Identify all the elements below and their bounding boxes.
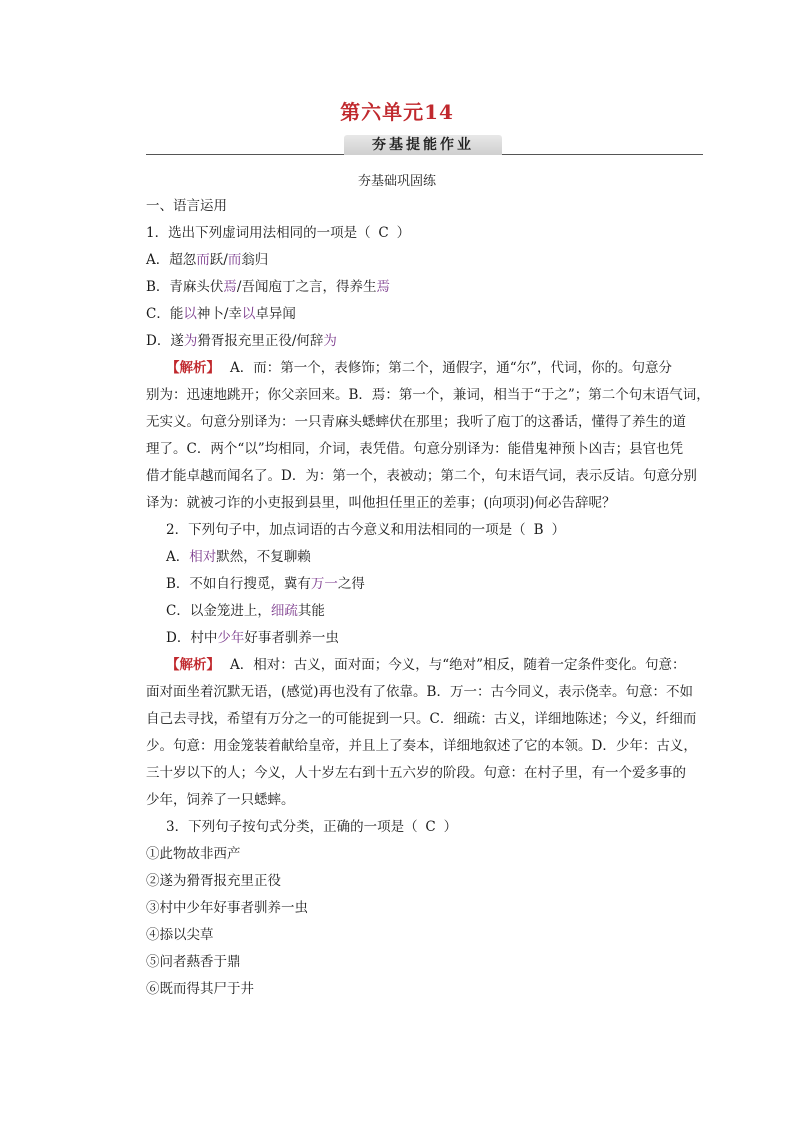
option-text: B．不如自行搜觅，冀有 — [166, 576, 311, 592]
section-heading: 一、语言运用 — [146, 198, 227, 214]
page-title: 第六单元14 — [340, 100, 454, 124]
analysis-line — [146, 355, 706, 382]
option-b — [146, 274, 706, 301]
sentence-item: ①此物故非西产 — [146, 846, 241, 862]
sentence-item: ⑥既而得其尸于井 — [146, 981, 254, 997]
question-text: 1．选出下列虚词用法相同的一项是（ — [146, 225, 371, 241]
option-text: 其能 — [297, 603, 325, 619]
emphasized-word: 万一 — [310, 576, 338, 592]
option-text: D．遂 — [146, 333, 184, 349]
question-text-end: ） — [443, 819, 458, 835]
analysis-line: 少。句意：用金笼装着献给皇帝，并且上了奏本，详细地叙述了它的本领。D．少年：古义， — [146, 738, 697, 754]
option-text: C．能 — [146, 306, 184, 322]
analysis-line: 译为：就被刁诈的小吏报到县里，叫他担任里正的差事；(向项羽)何必告辞呢？ — [146, 495, 616, 511]
emphasized-word: 少年 — [217, 630, 245, 646]
option-text: D．村中 — [166, 630, 218, 646]
analysis-label: 【解析】 — [166, 657, 220, 673]
emphasized-word: 细疏 — [270, 603, 298, 619]
question-text-end: ） — [396, 225, 411, 241]
option-d — [146, 625, 706, 652]
question-2-stem — [146, 517, 706, 544]
question-3-stem — [146, 814, 706, 841]
analysis-line: 三十岁以下的人；今义，人十岁左右到十五六岁的阶段。句意：在村子里，有一个爱多事的 — [146, 765, 686, 781]
option-text: 猾胥报充里正役/何辞 — [197, 333, 324, 349]
sentence-item: ⑤问者爇香于鼎 — [146, 954, 241, 970]
option-text: 卓异闻 — [255, 306, 296, 322]
question-text-end: ） — [551, 522, 566, 538]
emphasized-word: 相对 — [189, 549, 217, 565]
analysis-label: 【解析】 — [166, 360, 220, 376]
question-1-stem — [146, 220, 706, 247]
analysis-line: 少年，饲养了一只蟋蟀。 — [146, 792, 295, 808]
answer-letter: C — [425, 819, 436, 835]
section-banner: 夯基提能作业 — [344, 135, 502, 155]
emphasized-word: 为 — [323, 333, 337, 349]
option-d — [146, 328, 706, 355]
emphasized-word: 焉 — [223, 279, 237, 295]
question-text: 2．下列句子中，加点词语的古今意义和用法相同的一项是（ — [166, 522, 526, 538]
analysis-line: 无实义。句意分别译为：一只青麻头蟋蟀伏在那里；我听了庖丁的这番话，懂得了养生的道 — [146, 414, 686, 430]
option-text: 好事者驯养一虫 — [244, 630, 339, 646]
option-text: 翁归 — [241, 252, 269, 268]
option-text: 默然，不复聊赖 — [216, 549, 311, 565]
option-text: 跃/ — [209, 252, 228, 268]
analysis-line: 自己去寻找，希望有万分之一的可能捉到一只。C．细疏：古义，详细地陈述；今义，纤细而 — [146, 711, 697, 727]
subheading: 夯基础巩固练 — [357, 174, 436, 189]
answer-letter: C — [378, 225, 389, 241]
option-text: /吾闻庖丁之言，得养生 — [236, 279, 377, 295]
option-text: 之得 — [337, 576, 365, 592]
option-text: A． — [166, 549, 190, 565]
sentence-item: ④掭以尖草 — [146, 927, 214, 943]
option-c — [146, 598, 706, 625]
emphasized-word: 为 — [183, 333, 198, 349]
answer-letter: B — [533, 522, 544, 538]
option-a — [146, 544, 706, 571]
analysis-line: 别为：迅速地跳开；你父亲回来。B．焉：第一个，兼词，相当于“于之”；第二个句末语气词， — [146, 387, 710, 403]
emphasized-word: 而 — [196, 252, 210, 268]
analysis-line: 理了。C．两个“以”均相同，介词，表凭借。句意分别译为：能借鬼神预卜凶吉；县官也凭 — [146, 441, 684, 457]
sentence-item: ②遂为猾胥报充里正役 — [146, 873, 281, 889]
analysis-line: 借才能卓越而闻名了。D．为：第一个，表被动；第二个，句末语气词，表示反诘。句意分别 — [146, 468, 697, 484]
analysis-line: 面对面坐着沉默无语，(感觉)再也没有了依靠。B．万一：古今同义，表示侥幸。句意：不如 — [146, 684, 693, 700]
option-text: A．超忽 — [146, 252, 197, 268]
question-text: 3．下列句子按句式分类，正确的一项是（ — [166, 819, 418, 835]
analysis-text: A．相对：古义，面对面；今义，与“绝对”相反，随着一定条件变化。句意： — [230, 657, 686, 673]
document-body — [146, 193, 710, 1003]
option-text: 神卜/幸 — [196, 306, 242, 322]
option-text: C．以金笼进上， — [166, 603, 271, 619]
sentence-item: ③村中少年好事者驯养一虫 — [146, 900, 308, 916]
option-a — [146, 247, 706, 274]
emphasized-word: 而 — [227, 252, 242, 268]
emphasized-word: 以 — [241, 306, 256, 322]
emphasized-word: 以 — [183, 306, 197, 322]
emphasized-word: 焉 — [376, 279, 390, 295]
option-b — [146, 571, 706, 598]
option-c — [146, 301, 706, 328]
analysis-text: A．而：第一个，表修饰；第二个，通假字，通“尔”，代词，你的。句意分 — [230, 360, 673, 376]
option-text: B．青麻头伏 — [146, 279, 224, 295]
analysis-line — [146, 652, 706, 679]
